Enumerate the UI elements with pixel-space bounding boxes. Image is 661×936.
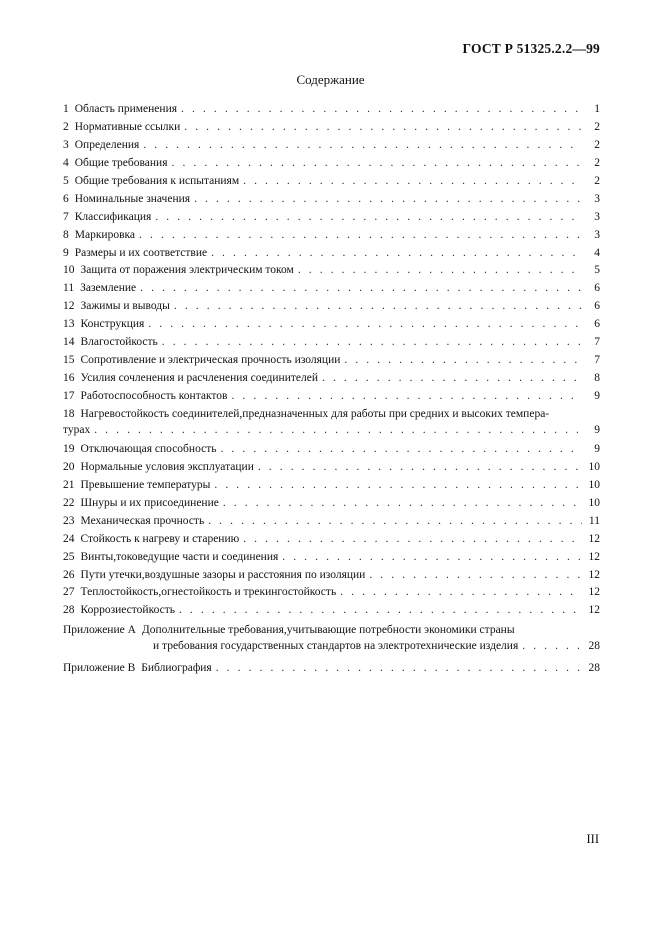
toc-entry-page: 11 [588, 514, 600, 527]
toc-entry-17[interactable] [63, 388, 600, 406]
toc-entry-24[interactable] [63, 531, 600, 549]
toc-entry-title: Номинальные значения [74, 192, 191, 205]
toc-entry-number: 23 [63, 514, 75, 527]
toc-entry-8[interactable] [63, 227, 600, 245]
toc-entry-number: 5 [63, 174, 69, 187]
toc-entry-number: 28 [63, 604, 75, 617]
toc-leader-dots [94, 422, 582, 438]
toc-entry-title: Пути утечки,воздушные зазоры и расстояния по изоляции [80, 568, 366, 581]
toc-entry-number: 19 [63, 442, 75, 455]
toc-leader-dots [231, 388, 582, 406]
toc-entry-page: 10 [588, 496, 600, 509]
toc-entry-title: Нагревостойкость соединителей,предназначенных для работы при средних и высоких темпера- [80, 407, 550, 420]
appendix-label: Приложение А [63, 624, 136, 637]
toc-entry-23[interactable] [63, 513, 600, 531]
toc-entry-9[interactable] [63, 245, 600, 263]
toc-entry-page: 4 [594, 246, 600, 259]
toc-entry-title-continued: турах [63, 423, 91, 436]
toc-leader-dots [184, 119, 582, 137]
toc-entry-title: Шнуры и их присоединение [80, 496, 219, 509]
toc-entry-18[interactable] [63, 406, 600, 441]
toc-entry-title: Классификация [74, 210, 152, 223]
toc-leader-dots [162, 334, 582, 352]
toc-leader-dots [181, 101, 582, 119]
appendix-title-continued: и требования государственных стандартов на электротехнические изделия [153, 640, 519, 653]
toc-entry-page: 7 [594, 336, 600, 349]
appendix-title: Дополнительные требования,учитывающие потребности экономики страны [141, 624, 515, 637]
toc-entry-number: 12 [63, 300, 75, 313]
toc-leader-dots [194, 191, 582, 209]
toc-leader-dots [298, 262, 582, 280]
toc-leader-dots [155, 209, 582, 227]
page-number: III [586, 832, 599, 846]
toc-entry-number: 16 [63, 372, 75, 385]
page-title: Содержание [296, 72, 365, 87]
toc-entry-title: Общие требования [74, 156, 168, 169]
toc-entry-title: Отключающая способность [80, 442, 217, 455]
toc-entry-page: 6 [594, 318, 600, 331]
toc-entry-title: Теплостойкость,огнестойкость и трекингостойкость [80, 586, 337, 599]
toc-entry-page: 12 [588, 586, 600, 599]
toc-entry-1[interactable] [63, 101, 600, 119]
toc-leader-dots [340, 584, 582, 602]
toc-entry-number: 1 [63, 103, 69, 115]
toc-entry-number: 26 [63, 568, 75, 581]
toc-entry-number: 25 [63, 550, 75, 563]
toc-entry-page: 5 [594, 264, 600, 277]
toc-entry-number: 8 [63, 228, 69, 241]
toc-entry-title: Нормативные ссылки [74, 120, 181, 133]
toc-entry-page: 12 [588, 550, 600, 563]
toc-entry-page: 8 [594, 372, 600, 385]
toc-entry-title: Заземление [80, 282, 137, 295]
toc-entry-number: 15 [63, 354, 75, 367]
toc-entry-title: Винты,токоведущие части и соединения [80, 550, 279, 563]
toc-leader-dots [243, 173, 582, 191]
toc-entry-15[interactable] [63, 352, 600, 370]
toc-entry-number: 18 [63, 407, 75, 420]
toc-entry-title: Стойкость к нагреву и старению [80, 532, 240, 545]
toc-leader-dots [208, 513, 582, 531]
toc-appendix-b[interactable] [63, 659, 600, 677]
toc-entry-page: 3 [594, 228, 600, 241]
toc-entry-title: Зажимы и выводы [80, 300, 170, 313]
toc-entry-title: Область применения [74, 103, 178, 115]
toc-leader-dots [139, 227, 582, 245]
toc-entry-title: Определения [74, 138, 140, 151]
toc-entry-10[interactable] [63, 262, 600, 280]
toc-leader-dots [143, 137, 582, 155]
toc-entry-number: 27 [63, 586, 75, 599]
toc-entry-number: 14 [63, 336, 75, 349]
toc-entry-title: Размеры и их соответствие [74, 246, 208, 259]
document-code: ГОСТ Р 51325.2.2—99 [462, 41, 600, 56]
toc-entry-page: 28 [588, 662, 600, 675]
toc-entry-number: 7 [63, 210, 69, 223]
toc-entry-title: Конструкция [80, 318, 145, 331]
toc-entry-number: 10 [63, 264, 75, 277]
toc-leader-dots [344, 352, 582, 370]
toc-leader-dots [211, 245, 582, 263]
toc-entry-page: 2 [594, 156, 600, 169]
toc-entry-page: 2 [594, 120, 600, 133]
toc-leader-dots [148, 316, 582, 334]
toc-entry-number: 2 [63, 120, 69, 133]
toc-entry-28[interactable] [63, 602, 600, 620]
toc-entry-7[interactable] [63, 209, 600, 227]
toc-entry-number: 21 [63, 478, 75, 491]
toc-leader-dots [369, 567, 582, 585]
toc-entry-26[interactable] [63, 567, 600, 585]
toc-entry-page: 9 [594, 442, 600, 455]
toc-entry-title: Защита от поражения электрическим током [80, 264, 294, 277]
toc-entry-page: 9 [594, 423, 600, 436]
toc-entry-number: 4 [63, 156, 69, 169]
toc-entry-13[interactable] [63, 316, 600, 334]
appendix-title: Библиография [141, 662, 212, 675]
toc-leader-dots [322, 370, 582, 388]
toc-entry-number: 11 [63, 282, 75, 295]
toc-entry-number: 9 [63, 246, 69, 259]
toc-leader-dots [172, 155, 583, 173]
toc-entry-title: Нормальные условия эксплуатации [80, 460, 254, 473]
toc-entry-title: Усилия сочленения и расчленения соединителей [80, 372, 318, 385]
toc-entry-title: Сопротивление и электрическая прочность изоляции [80, 354, 341, 367]
toc-entry-11[interactable] [63, 280, 600, 298]
toc-entry-3[interactable] [63, 137, 600, 155]
table-of-contents [63, 101, 600, 677]
toc-entry-page: 3 [594, 192, 600, 205]
toc-entry-page: 12 [588, 604, 600, 617]
toc-entry-2[interactable] [63, 119, 600, 137]
toc-entry-page: 1 [594, 103, 600, 115]
toc-leader-dots [214, 477, 582, 495]
toc-entry-21[interactable] [63, 477, 600, 495]
toc-leader-dots [174, 298, 582, 316]
toc-leader-dots [220, 441, 582, 459]
toc-entry-number: 13 [63, 318, 75, 331]
toc-entry-title: Работоспособность контактов [80, 390, 228, 402]
toc-leader-dots [140, 280, 582, 298]
toc-leader-dots [258, 459, 582, 477]
toc-entry-5[interactable] [63, 173, 600, 191]
toc-entry-page: 7 [594, 354, 600, 367]
toc-entry-page: 6 [594, 300, 600, 313]
toc-entry-number: 22 [63, 496, 75, 509]
toc-entry-page: 10 [588, 460, 600, 473]
toc-entry-14[interactable] [63, 334, 600, 352]
toc-entry-16[interactable] [63, 370, 600, 388]
toc-entry-number: 24 [63, 532, 75, 545]
toc-leader-dots [216, 659, 582, 677]
toc-entry-number: 20 [63, 460, 75, 473]
toc-appendix-a[interactable] [63, 622, 600, 654]
toc-leader-dots [243, 531, 582, 549]
toc-entry-page: 12 [588, 568, 600, 581]
toc-entry-20[interactable] [63, 459, 600, 477]
toc-entry-title: Механическая прочность [80, 514, 205, 527]
toc-entry-number: 6 [63, 192, 69, 205]
toc-entry-title: Влагостойкость [80, 336, 158, 349]
toc-entry-number: 3 [63, 138, 69, 151]
toc-entry-page: 28 [588, 640, 600, 653]
toc-entry-title: Общие требования к испытаниям [74, 174, 240, 187]
toc-entry-page: 2 [594, 174, 600, 187]
toc-entry-6[interactable] [63, 191, 600, 209]
toc-entry-27[interactable] [63, 584, 600, 602]
toc-entry-page: 9 [594, 390, 600, 402]
toc-entry-title: Превышение температуры [80, 478, 211, 491]
toc-entry-12[interactable] [63, 298, 600, 316]
toc-entry-4[interactable] [63, 155, 600, 173]
toc-entry-page: 10 [588, 478, 600, 491]
toc-leader-dots [223, 495, 582, 513]
toc-leader-dots [179, 602, 582, 620]
toc-entry-page: 12 [588, 532, 600, 545]
toc-leader-dots [282, 549, 582, 567]
toc-entry-number: 17 [63, 390, 75, 402]
toc-entry-22[interactable] [63, 495, 600, 513]
toc-leader-dots [522, 638, 582, 654]
toc-entry-page: 6 [594, 282, 600, 295]
toc-entry-page: 3 [594, 210, 600, 223]
toc-entry-19[interactable] [63, 441, 600, 459]
toc-entry-25[interactable] [63, 549, 600, 567]
toc-entry-page: 2 [594, 138, 600, 151]
toc-entry-title: Маркировка [74, 228, 136, 241]
appendix-label: Приложение В [63, 662, 136, 675]
toc-entry-title: Коррозиестойкость [80, 604, 175, 617]
